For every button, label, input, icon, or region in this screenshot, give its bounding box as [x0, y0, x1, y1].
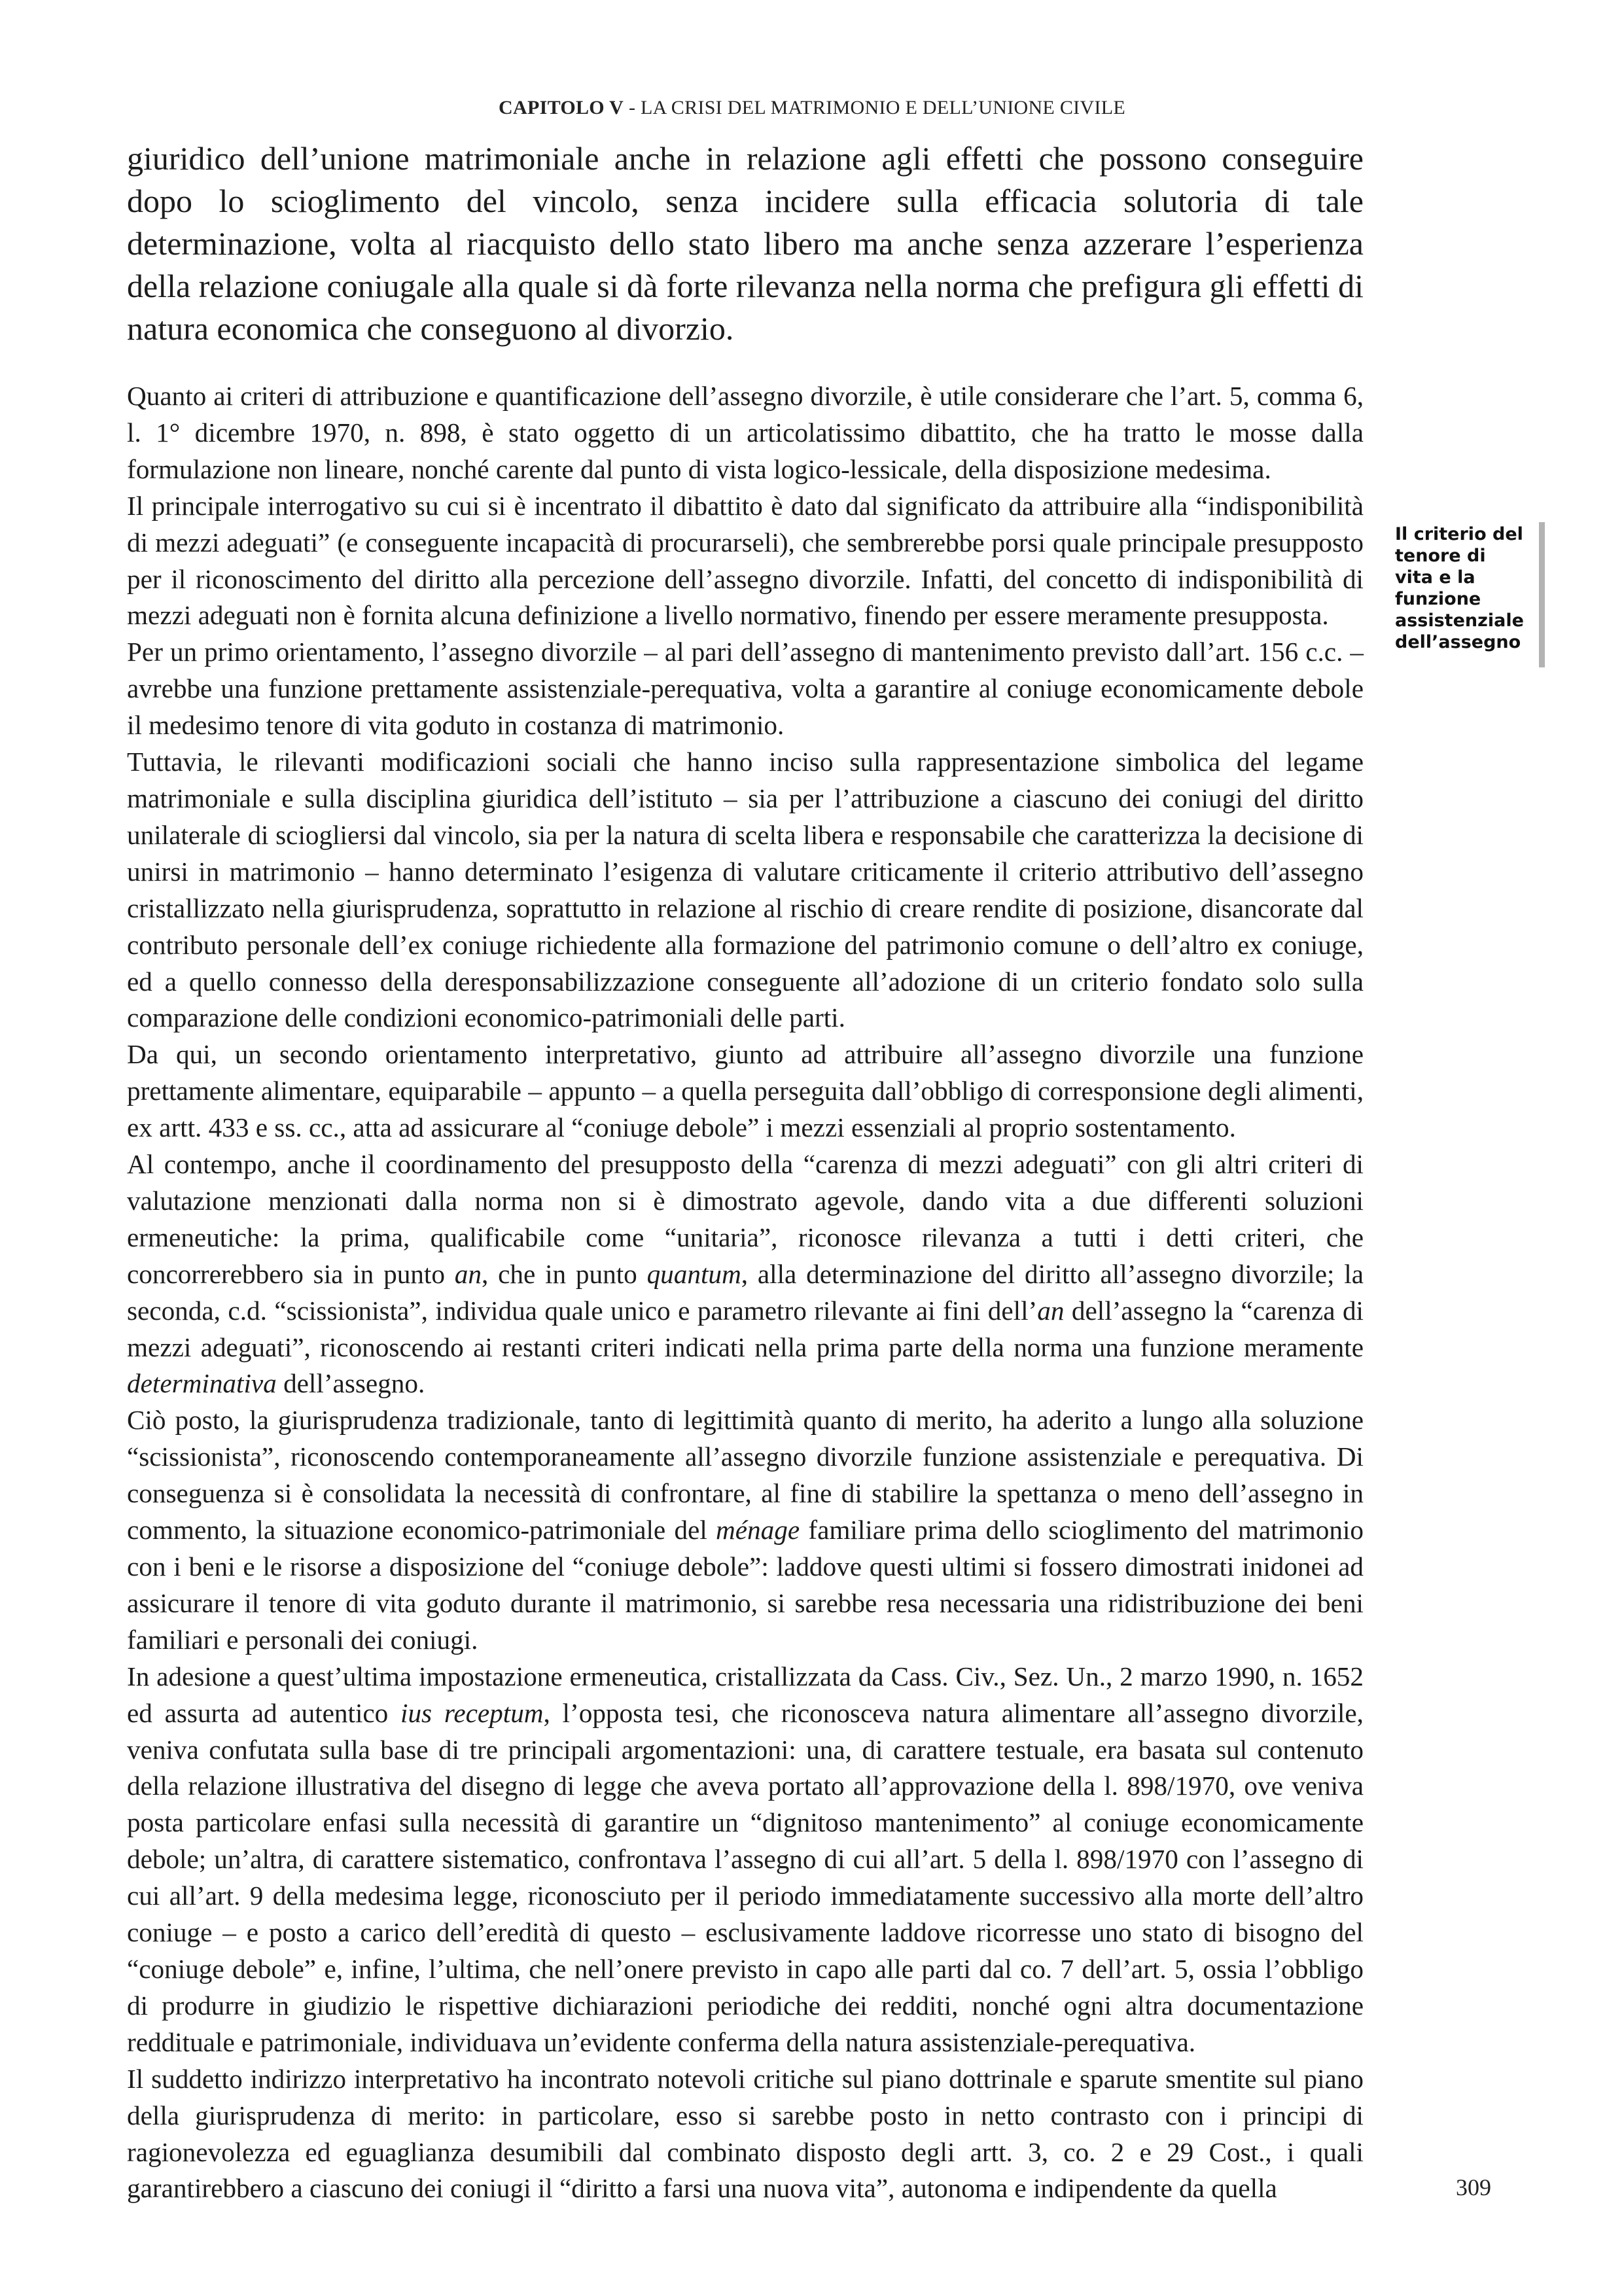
- italic-term: ménage: [716, 1515, 800, 1545]
- intro-paragraph: giuridico dell’unione matrimoniale anche in relazione agli effetti che possono conseguire dopo lo scioglimento del vincolo, senza incidere sulla efficacia solutoria di tale determinazione, volta al riacquisto dello stato libero ma anche senza azzerare l’esperienza della relazione coniugale alla quale si dà forte rilevanza nella norma che prefigura gli effetti di natura economica che conseguono al divorzio.: [127, 140, 1364, 347]
- text-run: dell’assegno la “carenza di mezzi adeguati”, riconoscendo ai restanti criteri indicati nella prima parte della norma una funzione meramente: [127, 1295, 1364, 1362]
- margin-note-line: vita e la: [1395, 567, 1475, 588]
- paragraph: Per un primo orientamento, l’assegno divorzile – al pari dell’assegno di mantenimento previsto dall’art. 156 c.c. – avrebbe una funzione prettamente assistenziale-perequativa, volta a garantire al coniuge economicamente debole il medesimo tenore di vita goduto in costanza di matrimonio.: [127, 637, 1364, 741]
- chapter-label: CAPITOLO V: [499, 97, 624, 118]
- paragraph: Da qui, un secondo orientamento interpretativo, giunto ad attribuire all’assegno divorzile una funzione prettamente alimentare, equiparabile – appunto – a quella perseguita dall’obbligo di corresponsione degli alimenti, ex artt. 433 e ss. cc., atta ad assicurare al “coniuge debole” i mezzi essenziali al proprio sostentamento.: [127, 1039, 1364, 1143]
- paragraph: [127, 1402, 1364, 1658]
- paragraph: Il suddetto indirizzo interpretativo ha incontrato notevoli critiche sul piano dottrinale e sparute smentite sul piano della giurisprudenza di merito: in particolare, esso si sarebbe posto in netto contrasto con i principi di ragionevolezza ed eguaglianza desumibili dal combinato disposto degli artt. 3, co. 2 e 29 Cost., i quali garantirebbero a ciascuno dei coniugi il “diritto a farsi una nuova vita”, autonoma e indipendente da quella: [127, 2063, 1364, 2204]
- text-run: familiare prima dello scioglimento del matrimonio con i beni e le risorse a disposizione del “coniuge debole”: laddove questi ultimi si fossero dimostrati inidonei ad assicurare il tenore di vita goduto durante il matrimonio, si sarebbe resa necessaria una ridistribuzione dei beni familiari e personali dei coniugi.: [127, 1515, 1364, 1655]
- italic-term: determinativa: [127, 1368, 277, 1399]
- text-run: Ciò posto, la giurisprudenza tradizionale, tanto di legittimità quanto di merito, ha aderito a lungo alla soluzione “scissionista”, riconoscendo contemporaneamente all’assegno divorzile funzione assistenziale e perequativa. Di conseguenza si è consolidata la necessità di confrontare, al fine di stabilire la spettanza o meno dell’assegno in commento, la situazione economico-patrimoniale del: [127, 1405, 1364, 1545]
- text-run: Al contempo, anche il coordinamento del presupposto della “carenza di mezzi adeguati” con gli altri criteri di valutazione menzionati dalla norma non si è dimostrato agevole, dando vita a due differenti soluzioni ermeneutiche: la prima, qualificabile come “unitaria”, riconosce rilevanza a tutti i detti criteri, che concorrerebbero sia in punto: [127, 1149, 1364, 1289]
- paragraph: [127, 1659, 1364, 2061]
- text-run: , alla determinazione del diritto all’assegno divorzile; la seconda, c.d. “scissionista”, individua quale unico e parametro rilevante ai fini dell’: [127, 1258, 1364, 1326]
- text-run: , che in punto: [481, 1258, 647, 1289]
- margin-note-line: funzione: [1395, 589, 1481, 609]
- text-run: , l’opposta tesi, che riconosceva natura alimentare all’assegno divorzile, veniva confutata sulla base di tre principali argomentazioni: una, di carattere testuale, era basata sul contenuto della relazione illustrativa del disegno di legge che aveva portato all’approvazione della l. 898/1970, ove veniva posta particolare enfasi sulla necessità di garantire un “dignitoso mantenimento” al coniuge economicamente debole; un’altra, di carattere sistematico, confrontava l’assegno di cui all’art. 5 della l. 898/1970 con l’assegno di cui all’art. 9 della medesima legge, riconosciuto per il periodo immediatamente successivo alla morte dell’altro coniuge – e posto a carico dell’eredità di questo – esclusivamente laddove ricorresse uno stato di bisogno del “coniuge debole” e, infine, l’ultima, che nell’onere previsto in capo alle parti dal co. 7 dell’art. 5, ossia l’obbligo di produrre in giudizio le rispettive dichiarazioni periodiche dei redditi, nonché ogni altra documentazione reddituale e patrimoniale, individuava un’evidente conferma della natura assistenziale-perequativa.: [127, 1697, 1364, 2057]
- text-run: dell’assegno.: [276, 1368, 425, 1399]
- italic-term: an: [454, 1258, 482, 1289]
- paragraph: Il principale interrogativo su cui si è incentrato il dibattito è dato dal significato da attribuire alla “indisponibilità di mezzi adeguati” (e conseguente incapacità di procurarseli), che sembrerebbe porsi quale principale presupposto per il riconoscimento del diritto alla percezione dell’assegno divorzile. Infatti, del concetto di indisponibilità di mezzi adeguati non è fornita alcuna definizione a livello normativo, finendo per essere meramente presupposta.: [127, 490, 1364, 631]
- margin-note-bar: [1539, 522, 1545, 667]
- italic-term: ius receptum: [400, 1697, 544, 1728]
- italic-term: quantum: [646, 1258, 741, 1289]
- header-separator: -: [624, 97, 641, 118]
- paragraph: Quanto ai criteri di attribuzione e quantificazione dell’assegno divorzile, è utile considerare che l’art. 5, comma 6, l. 1° dicembre 1970, n. 898, è stato oggetto di un articolatissimo dibattito, che ha tratto le mosse dalla formulazione non lineare, nonché carente dal punto di vista logico-lessicale, della disposizione medesima.: [127, 381, 1364, 484]
- margin-note: [1395, 523, 1532, 653]
- page-number: 309: [1456, 2174, 1491, 2200]
- margin-note-line: Il criterio del: [1395, 524, 1523, 544]
- italic-term: an: [1037, 1295, 1065, 1326]
- paragraph: Tuttavia, le rilevanti modificazioni sociali che hanno inciso sulla rappresentazione simbolica del legame matrimoniale e sulla disciplina giuridica dell’istituto – sia per l’attribuzione a ciascuno dei coniugi del diritto unilaterale di sciogliersi dal vincolo, sia per la natura di scelta libera e responsabile che caratterizza la decisione di unirsi in matrimonio – hanno determinato l’esigenza di valutare criticamente il criterio attributivo dell’assegno cristallizzato nella giurisprudenza, soprattutto in relazione al rischio di creare rendite di posizione, disancorate dal contributo personale dell’ex coniuge richiedente alla formazione del patrimonio comune o dell’altro ex coniuge, ed a quello connesso della deresponsabilizzazione conseguente all’adozione di un criterio fondato solo sulla comparazione delle condizioni economico-patrimoniali delle parti.: [127, 747, 1364, 1033]
- margin-note-line: assistenziale: [1395, 610, 1524, 631]
- paragraph: [127, 1146, 1364, 1402]
- main-text: [127, 378, 1364, 2207]
- text-run: In adesione a quest’ultima impostazione ermeneutica, cristallizzata da Cass. Civ., Sez. Un., 2 marzo 1990, n. 1652 ed assurta ad autentico: [127, 1661, 1364, 1728]
- margin-note-line: tenore di: [1395, 546, 1486, 566]
- running-header: [0, 97, 1624, 119]
- margin-note-line: dell’assegno: [1395, 632, 1521, 652]
- chapter-title: LA CRISI DEL MATRIMONIO E DELL’UNIONE CIVILE: [641, 97, 1125, 118]
